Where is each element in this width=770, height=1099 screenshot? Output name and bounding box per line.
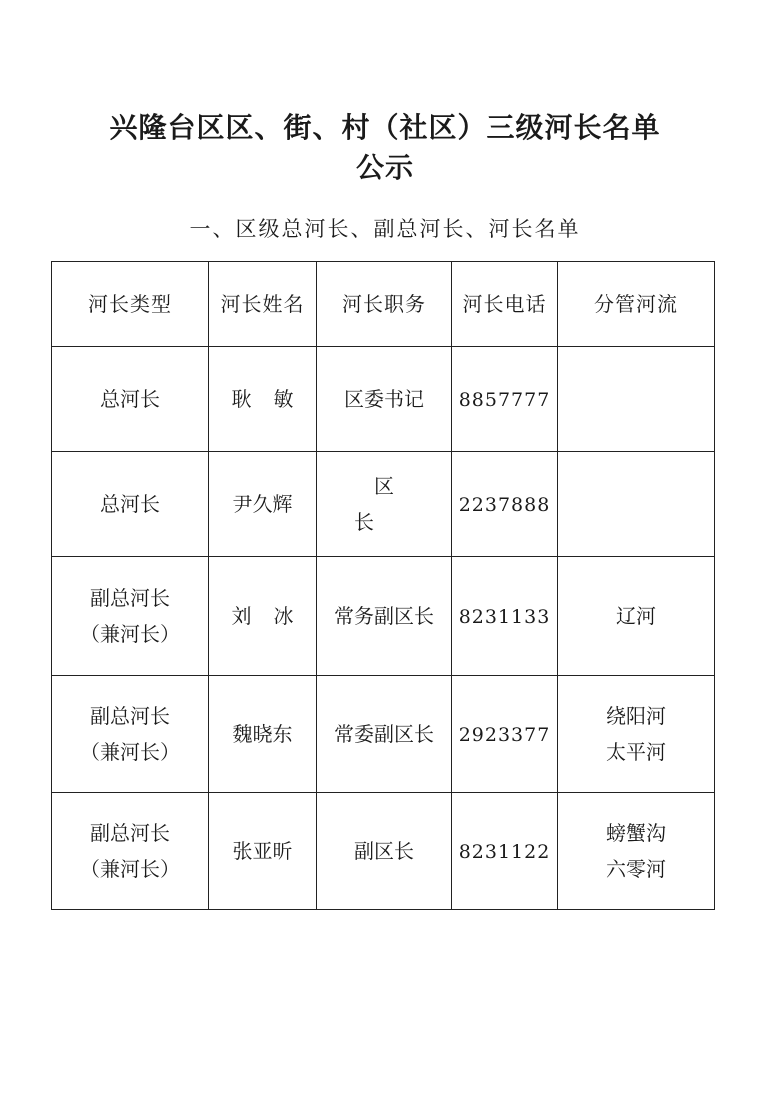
cell-phone xyxy=(452,557,558,676)
cell-type xyxy=(52,557,209,676)
table-row xyxy=(52,452,715,557)
cell-name xyxy=(209,557,317,676)
cell-type xyxy=(52,452,209,557)
cell-position xyxy=(317,676,452,793)
cell-rivers xyxy=(558,452,715,557)
section-heading: 一、区级总河长、副总河长、河长名单 xyxy=(189,217,581,241)
header-name: 河长姓名 xyxy=(209,262,317,347)
cell-rivers xyxy=(558,557,715,676)
name-text: 耿敏 xyxy=(231,387,316,411)
type-text: 总河长 xyxy=(100,387,160,411)
river-text: 辽河 xyxy=(616,604,656,628)
table-row xyxy=(52,347,715,452)
type-text: 副总河长 xyxy=(90,821,170,845)
cell-type xyxy=(52,676,209,793)
name-text: 尹久辉 xyxy=(232,492,293,516)
cell-name xyxy=(209,793,317,910)
cell-name xyxy=(209,452,317,557)
cell-rivers xyxy=(558,793,715,910)
cell-rivers xyxy=(558,347,715,452)
header-type: 河长类型 xyxy=(52,262,209,347)
type-note: （兼河长） xyxy=(80,740,180,764)
table-row xyxy=(52,676,715,793)
phone-text: 8857777 xyxy=(458,388,551,411)
cell-position xyxy=(317,452,452,557)
phone-text: 2237888 xyxy=(458,493,551,516)
cell-type xyxy=(52,793,209,910)
position-text: 常务副区长 xyxy=(334,604,434,628)
name-text: 魏晓东 xyxy=(232,722,293,746)
cell-position xyxy=(317,557,452,676)
cell-rivers xyxy=(558,676,715,793)
phone-text: 2923377 xyxy=(458,723,551,746)
river-chief-table xyxy=(51,261,715,910)
name-text: 刘冰 xyxy=(231,604,316,628)
cell-name xyxy=(209,676,317,793)
document-title-line2: 公示 xyxy=(355,151,414,184)
river-text: 太平河 xyxy=(606,740,666,764)
cell-position xyxy=(317,793,452,910)
type-text: 副总河长 xyxy=(90,586,170,610)
phone-text: 8231122 xyxy=(458,840,551,863)
type-note: （兼河长） xyxy=(80,622,180,646)
name-text: 张亚昕 xyxy=(232,839,293,863)
type-text: 副总河长 xyxy=(90,704,170,728)
cell-phone xyxy=(452,347,558,452)
cell-position xyxy=(317,347,452,452)
river-text: 绕阳河 xyxy=(606,704,666,728)
cell-phone xyxy=(452,452,558,557)
river-text: 六零河 xyxy=(606,857,666,881)
phone-text: 8231133 xyxy=(458,605,551,628)
position-text: 区长 xyxy=(354,474,434,534)
cell-type xyxy=(52,347,209,452)
position-text: 副区长 xyxy=(354,839,414,863)
type-text: 总河长 xyxy=(100,492,160,516)
position-text: 常委副区长 xyxy=(334,722,434,746)
header-rivers: 分管河流 xyxy=(558,262,715,347)
river-text: 螃蟹沟 xyxy=(606,821,666,845)
document-title: 兴隆台区区、街、村（社区）三级河长名单 xyxy=(109,111,661,144)
position-text: 区委书记 xyxy=(344,387,424,411)
cell-name xyxy=(209,347,317,452)
table-row xyxy=(52,557,715,676)
table-row xyxy=(52,793,715,910)
type-note: （兼河长） xyxy=(80,857,180,881)
header-phone: 河长电话 xyxy=(452,262,558,347)
cell-phone xyxy=(452,793,558,910)
header-position: 河长职务 xyxy=(317,262,452,347)
table-header-row xyxy=(52,262,715,347)
cell-phone xyxy=(452,676,558,793)
